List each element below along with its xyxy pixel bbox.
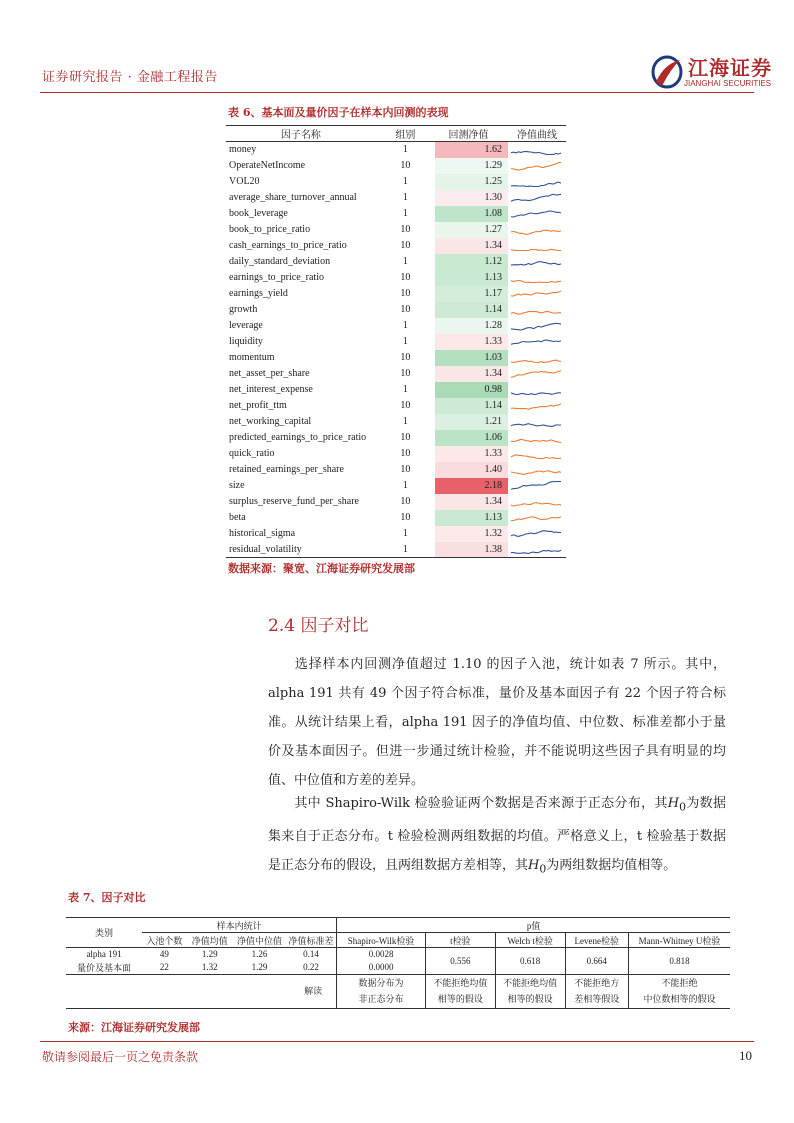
factor-group: 10 <box>400 464 411 475</box>
logo-swoosh-icon <box>650 54 684 90</box>
paragraph-2c: 为两组数据均值相等。 <box>546 857 677 873</box>
factor-curve <box>508 302 566 318</box>
factor-name: historical_sigma <box>229 528 296 539</box>
table-row <box>226 542 566 558</box>
table-row <box>226 158 566 174</box>
t7-row1-std: 0.14 <box>303 949 319 960</box>
table-row <box>226 318 566 334</box>
table-row <box>226 270 566 286</box>
factor-group: 10 <box>400 160 411 171</box>
table7 <box>66 917 730 1009</box>
factor-group: 1 <box>402 384 408 395</box>
factor-curve <box>508 286 566 302</box>
factor-group: 10 <box>400 224 411 235</box>
t7-interp-welch-l2: 相等的假设 <box>507 994 553 1004</box>
t7-interp-welch <box>495 974 565 1008</box>
t7-interp-t-l1: 不能拒绝均值 <box>433 978 488 988</box>
table-row <box>226 478 566 494</box>
factor-nav: 1.17 <box>435 286 508 302</box>
t7-header-sample-stats: 样本内统计 <box>142 918 337 933</box>
factor-group: 10 <box>400 448 411 459</box>
factor-curve <box>508 142 566 158</box>
t7-row2-sw: 0.0000 <box>337 961 426 975</box>
t7-row2-count: 22 <box>142 961 186 975</box>
table-row <box>226 222 566 238</box>
nav-sparkline <box>511 512 563 524</box>
nav-sparkline <box>511 272 563 284</box>
table-row <box>226 142 566 158</box>
factor-curve <box>508 366 566 382</box>
t7-interp-sw-l2: 非正态分布 <box>358 994 404 1004</box>
factor-name: momentum <box>229 352 275 363</box>
factor-name: VOL20 <box>229 176 260 187</box>
table-row <box>226 334 566 350</box>
t7-sub-std: 净值标准差 <box>286 933 337 948</box>
table-row <box>226 190 566 206</box>
h0-symbol-2: H <box>528 857 540 873</box>
table-row <box>226 414 566 430</box>
paragraph-1-text: 选择样本内回测净值超过 1.10 的因子入池，统计如表 7 所示。其中，alpha 191 共有 49 个因子符合标准，量价及基本面因子有 22 个因子符合标准。从统计结果上看，alpha 191 因子的净值均值、中位数、标准差都小于量价及基本面因子。但进一步通过统计检验，并不能说明这些因子具有明显的均值、中位值和方差的差异。 <box>268 657 726 788</box>
t7-interp-levene-l2: 差相等假设 <box>574 994 620 1004</box>
footer-divider <box>40 1041 754 1042</box>
factor-group: 1 <box>402 416 408 427</box>
factor-group: 10 <box>400 352 411 363</box>
factor-curve <box>508 446 566 462</box>
nav-sparkline <box>511 368 563 380</box>
factor-nav: 1.12 <box>435 254 508 270</box>
table6-body <box>226 142 566 558</box>
factor-name: size <box>229 480 245 491</box>
factor-name: predicted_earnings_to_price_ratio <box>229 432 367 443</box>
factor-group: 1 <box>402 336 408 347</box>
factor-nav: 1.40 <box>435 462 508 478</box>
paragraph-2a: 其中 Shapiro-Wilk 检验验证两个数据是否来源于正态分布，其 <box>294 796 668 811</box>
factor-name: net_interest_expense <box>229 384 313 395</box>
factor-group: 10 <box>400 272 411 283</box>
factor-group: 10 <box>400 400 411 411</box>
nav-sparkline <box>511 256 563 268</box>
factor-nav: 1.30 <box>435 190 508 206</box>
factor-curve <box>508 398 566 414</box>
nav-sparkline <box>511 240 563 252</box>
factor-nav: 1.33 <box>435 334 508 350</box>
table-row <box>226 366 566 382</box>
factor-group: 10 <box>400 368 411 379</box>
t7-sub-mean: 净值均值 <box>187 933 234 948</box>
nav-sparkline <box>511 144 563 156</box>
factor-curve <box>508 190 566 206</box>
nav-sparkline <box>511 160 563 172</box>
nav-sparkline <box>511 320 563 332</box>
t7-levene-value: 0.664 <box>565 948 628 975</box>
t7-row1-count: 49 <box>159 949 169 960</box>
footer-disclaimer: 敬请参阅最后一页之免责条款 <box>42 1050 199 1064</box>
factor-name: earnings_yield <box>229 288 288 299</box>
table-row <box>226 302 566 318</box>
nav-sparkline <box>511 336 563 348</box>
factor-name: liquidity <box>229 336 263 347</box>
factor-nav: 1.03 <box>435 350 508 366</box>
factor-group: 1 <box>402 320 408 331</box>
t7-interp-mw-l2: 中位数相等的假设 <box>643 994 716 1004</box>
t7-row1-sw: 0.0028 <box>337 948 426 961</box>
factor-curve <box>508 206 566 222</box>
factor-nav: 1.28 <box>435 318 508 334</box>
factor-group: 1 <box>402 144 408 156</box>
factor-curve <box>508 542 566 558</box>
nav-sparkline <box>511 416 563 428</box>
factor-name: cash_earnings_to_price_ratio <box>229 240 347 251</box>
factor-curve <box>508 462 566 478</box>
factor-curve <box>508 158 566 174</box>
table-row <box>226 238 566 254</box>
factor-curve <box>508 174 566 190</box>
t7-row2-mean: 1.32 <box>187 961 234 975</box>
factor-nav: 1.38 <box>435 542 508 558</box>
factor-name: money <box>229 144 257 156</box>
logo-chinese: 江海证券 <box>688 56 772 80</box>
factor-nav: 1.25 <box>435 174 508 190</box>
nav-sparkline <box>511 384 563 396</box>
factor-curve <box>508 510 566 526</box>
company-logo <box>650 52 772 92</box>
factor-nav: 1.06 <box>435 430 508 446</box>
t7-interp-t <box>425 974 495 1008</box>
table-row <box>226 174 566 190</box>
factor-group: 1 <box>402 192 408 203</box>
t7-sub-count: 入池个数 <box>142 933 186 948</box>
t7-header-category: 类别 <box>66 918 142 948</box>
t7-header-pvalue: p值 <box>337 918 730 933</box>
table7-caption: 表 7、因子对比 <box>68 891 146 904</box>
t7-sub-levene: Levene检验 <box>565 933 628 948</box>
factor-name: beta <box>229 512 246 523</box>
factor-group: 10 <box>400 288 411 299</box>
table7-source: 来源：江海证券研究发展部 <box>68 1021 200 1034</box>
nav-sparkline <box>511 192 563 204</box>
col-header-group: 组别 <box>376 126 435 142</box>
h0-symbol: H <box>667 796 680 811</box>
col-header-nav: 回测净值 <box>435 126 508 142</box>
factor-group: 1 <box>402 176 408 187</box>
factor-group: 10 <box>400 240 411 251</box>
section-title: 2.4 因子对比 <box>268 616 369 636</box>
h0-subscript-2: 0 <box>539 862 547 876</box>
factor-curve <box>508 478 566 494</box>
factor-name: net_working_capital <box>229 416 312 427</box>
t7-sub-mw: Mann-Whitney U检验 <box>628 933 730 948</box>
nav-sparkline <box>511 448 563 460</box>
factor-name: net_profit_ttm <box>229 400 287 411</box>
table6 <box>226 125 566 558</box>
paragraph-2 <box>268 789 726 883</box>
nav-sparkline <box>511 432 563 444</box>
t7-sub-welch: Welch t检验 <box>495 933 565 948</box>
t7-sub-sw: Shapiro-Wilk检验 <box>337 933 426 948</box>
factor-group: 1 <box>402 208 408 219</box>
t7-sub-t: t检验 <box>425 933 495 948</box>
t7-t-value: 0.556 <box>425 948 495 975</box>
nav-sparkline <box>511 352 563 364</box>
table-row <box>226 206 566 222</box>
factor-nav: 1.29 <box>435 158 508 174</box>
nav-sparkline <box>511 543 563 555</box>
nav-sparkline <box>511 464 563 476</box>
t7-row1-mean: 1.29 <box>201 949 218 960</box>
factor-name: book_to_price_ratio <box>229 224 311 235</box>
table-row <box>226 430 566 446</box>
t7-row1-median: 1.26 <box>251 949 268 960</box>
factor-name: net_asset_per_share <box>229 368 310 379</box>
table-row <box>226 382 566 398</box>
factor-name: book_leverage <box>229 208 288 219</box>
factor-curve <box>508 318 566 334</box>
nav-sparkline <box>511 288 563 300</box>
factor-group: 10 <box>400 432 411 443</box>
t7-interp-label: 解读 <box>66 974 337 1008</box>
factor-name: OperateNetIncome <box>229 160 306 171</box>
factor-name: leverage <box>229 320 263 331</box>
h0-subscript: 0 <box>679 800 686 814</box>
table6-caption: 表 6、基本面及量价因子在样本内回测的表现 <box>228 106 449 119</box>
t7-mw-value: 0.818 <box>628 948 730 975</box>
factor-group: 1 <box>376 542 435 558</box>
factor-curve <box>508 526 566 542</box>
factor-curve <box>508 270 566 286</box>
factor-curve <box>508 494 566 510</box>
col-header-curve: 净值曲线 <box>508 126 566 142</box>
table-row <box>226 510 566 526</box>
factor-nav: 1.14 <box>435 398 508 414</box>
factor-curve <box>508 238 566 254</box>
factor-group: 1 <box>402 480 408 491</box>
nav-sparkline <box>511 480 563 492</box>
factor-curve <box>508 222 566 238</box>
t7-sub-median: 净值中位值 <box>233 933 286 948</box>
factor-name: surplus_reserve_fund_per_share <box>229 496 359 507</box>
t7-row2-median: 1.29 <box>233 961 286 975</box>
factor-name: average_share_turnover_annual <box>229 192 357 203</box>
factor-group: 10 <box>400 496 411 507</box>
factor-name: quick_ratio <box>229 448 275 459</box>
factor-nav: 1.32 <box>435 526 508 542</box>
factor-group: 10 <box>400 512 411 523</box>
t7-row2-std: 0.22 <box>286 961 337 975</box>
logo-english: JIANGHAI SECURITIES <box>684 79 772 88</box>
table6-source: 数据来源：聚宽、江海证券研究发展部 <box>228 562 415 575</box>
t7-interp-t-l2: 相等的假设 <box>437 994 483 1004</box>
factor-nav: 1.34 <box>435 494 508 510</box>
factor-curve <box>508 430 566 446</box>
t7-interp-levene <box>565 974 628 1008</box>
col-header-factor-name: 因子名称 <box>226 126 376 142</box>
paragraph-2b: 为数据集来自于正态分布。t 检验检测两组数据的均值。严格意义上，t 检验基于数据是正态分布的假设，且两组数据方差相等，其 <box>268 796 726 873</box>
t7-row2-category: 量价及基本面 <box>66 961 142 975</box>
header-divider <box>40 92 754 93</box>
table-row <box>226 398 566 414</box>
factor-nav: 1.13 <box>435 510 508 526</box>
table-row <box>226 526 566 542</box>
nav-sparkline <box>511 208 563 220</box>
table-row <box>226 350 566 366</box>
table-row <box>226 446 566 462</box>
table-row <box>226 462 566 478</box>
report-header-title: 证券研究报告 · 金融工程报告 <box>42 70 218 85</box>
factor-nav: 1.21 <box>435 414 508 430</box>
factor-curve <box>508 334 566 350</box>
t7-welch-value: 0.618 <box>495 948 565 975</box>
factor-name: retained_earnings_per_share <box>229 464 344 475</box>
t7-interp-sw-l1: 数据分布为 <box>358 978 404 988</box>
t7-interp-welch-l1: 不能拒绝均值 <box>503 978 558 988</box>
t7-interp-mw-l1: 不能拒绝 <box>661 978 698 988</box>
factor-name: daily_standard_deviation <box>229 256 331 267</box>
nav-sparkline <box>511 400 563 412</box>
factor-nav: 2.18 <box>435 478 508 494</box>
nav-sparkline <box>511 176 563 188</box>
factor-name: earnings_to_price_ratio <box>229 272 324 283</box>
factor-nav: 1.08 <box>435 206 508 222</box>
factor-curve <box>508 414 566 430</box>
table-row <box>226 254 566 270</box>
factor-nav: 1.14 <box>435 302 508 318</box>
table-row <box>226 494 566 510</box>
factor-nav: 1.27 <box>435 222 508 238</box>
table-row <box>226 286 566 302</box>
factor-nav: 1.33 <box>435 446 508 462</box>
factor-group: 10 <box>400 304 411 315</box>
factor-name: residual_volatility <box>226 542 376 558</box>
page-number: 10 <box>739 1048 752 1063</box>
factor-curve <box>508 350 566 366</box>
factor-nav: 0.98 <box>435 382 508 398</box>
nav-sparkline <box>511 528 563 540</box>
factor-curve <box>508 254 566 270</box>
t7-interp-sw <box>337 974 426 1008</box>
factor-group: 1 <box>402 528 408 539</box>
factor-name: growth <box>229 304 258 315</box>
nav-sparkline <box>511 224 563 236</box>
factor-nav: 1.13 <box>435 270 508 286</box>
nav-sparkline <box>511 304 563 316</box>
nav-sparkline <box>511 496 563 508</box>
factor-group: 1 <box>402 256 408 267</box>
t7-interp-levene-l1: 不能拒绝方 <box>574 978 620 988</box>
factor-nav: 1.34 <box>435 238 508 254</box>
t7-row1-category: alpha 191 <box>86 949 122 960</box>
factor-nav: 1.34 <box>435 366 508 382</box>
factor-nav: 1.62 <box>435 142 508 158</box>
factor-curve <box>508 382 566 398</box>
t7-interp-mw <box>628 974 730 1008</box>
paragraph-1 <box>268 650 726 795</box>
